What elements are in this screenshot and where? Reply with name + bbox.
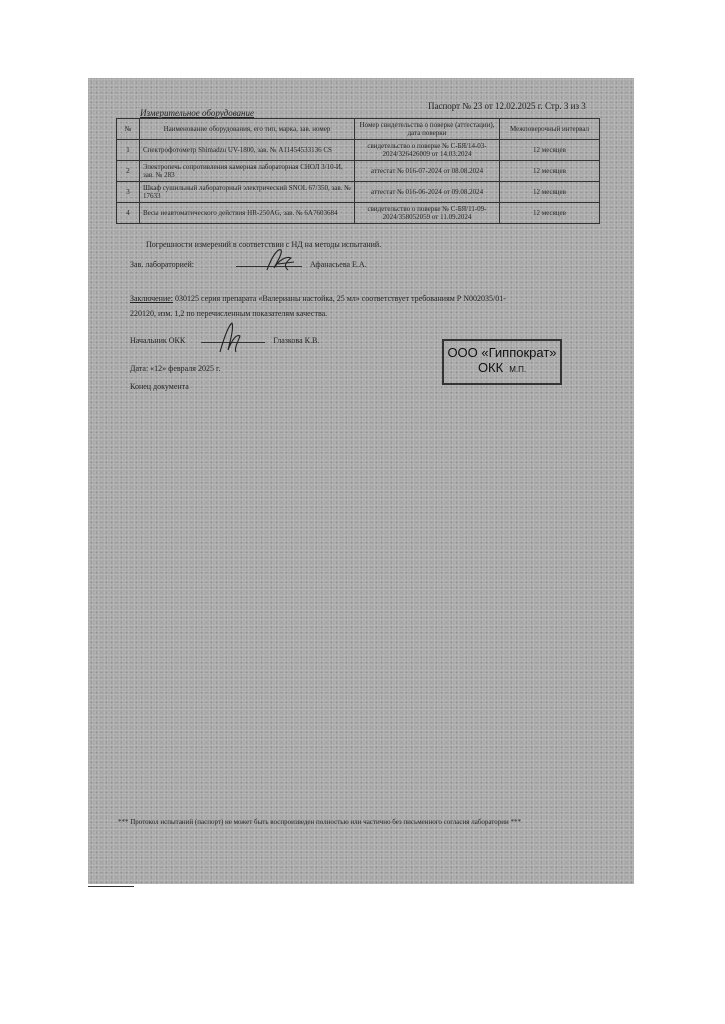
table-row <box>117 203 600 224</box>
column-header: № <box>117 119 140 140</box>
stamp-department-name: ОКК <box>477 360 504 375</box>
conclusion-text: 030125 серия препарата «Валерианы настойка, 25 мл» соответствует требованиям Р N002035/01- <box>173 294 506 303</box>
lab-head-label: Зав. лабораторией: <box>130 260 195 269</box>
footer-note: *** Протокол испытаний (паспорт) не может быть воспроизведен полностью или частично без письменного согласия лаборатории *** <box>118 818 522 826</box>
passport-reference: Паспорт № 23 от 12.02.2025 г. Стр. 3 из 3 <box>428 101 586 111</box>
certificate-info: свидетельство о поверке № С-БЯ/11-09-2024/358052059 от 11.09.2024 <box>355 203 500 224</box>
table-row <box>117 161 600 182</box>
verification-interval: 12 месяцев <box>500 161 600 182</box>
lab-head-name: Афанасьева Е.А. <box>310 260 367 269</box>
verification-interval: 12 месяцев <box>500 140 600 161</box>
column-header: Номер свидетельства о поверке (аттестации), дата поверки <box>355 119 500 140</box>
end-of-document: Конец документа <box>130 382 189 391</box>
conclusion-label: Заключение: <box>130 294 174 303</box>
equipment-name: Электропечь сопротивления камерная лабораторная СНОЛ 3/10-И, зав. № 283 <box>140 161 355 182</box>
verification-interval: 12 месяцев <box>500 203 600 224</box>
stamp-department <box>444 360 560 375</box>
equipment-name: Спектрофотометр Shimadzu UV-1800, зав. № A11454533136 CS <box>140 140 355 161</box>
row-number: 3 <box>117 182 140 203</box>
table-row <box>117 140 600 161</box>
certificate-info: аттестат № 016-07-2024 от 08.08.2024 <box>355 161 500 182</box>
accuracy-note: Погрешности измерений в соответствии с НД на методы испытаний. <box>146 240 382 249</box>
okk-head-name: Глазкова К.В. <box>273 336 320 345</box>
equipment-name: Шкаф сушильный лабораторный электрический SNOL 67/350, зав. № 17633 <box>140 182 355 203</box>
stamp-mark: М.П. <box>509 365 527 374</box>
equipment-name: Весы неавтоматического действия HR-250AG, зав. № 6A7603684 <box>140 203 355 224</box>
okk-head-label: Начальник ОКК <box>130 336 186 345</box>
table-row <box>117 182 600 203</box>
conclusion-line-1 <box>130 294 506 303</box>
stamp-company: ООО «Гиппократ» <box>447 345 557 360</box>
column-header: Наименование оборудования, его тип, марка, зав. номер <box>140 119 355 140</box>
conclusion-line-2: 220120, изм. 1,2 по перечисленным показателям качества. <box>130 309 328 318</box>
equipment-table <box>116 118 600 224</box>
table-header-row <box>117 119 600 140</box>
column-header: Межповерочный интервал <box>500 119 600 140</box>
date-line: Дата: «12» февраля 2025 г. <box>130 364 221 373</box>
lab-head-line <box>130 260 367 269</box>
verification-interval: 12 месяцев <box>500 182 600 203</box>
page-edge-line <box>88 886 134 887</box>
certificate-info: свидетельство о поверке № С-БЯ/14-03-2024/326426009 от 14.03.2024 <box>355 140 500 161</box>
section-title: Измерительное оборудование <box>140 108 255 118</box>
row-number: 4 <box>117 203 140 224</box>
okk-head-signature-icon <box>214 320 244 356</box>
certificate-info: аттестат № 016-06-2024 от 09.08.2024 <box>355 182 500 203</box>
lab-head-signature-icon <box>264 246 298 276</box>
row-number: 2 <box>117 161 140 182</box>
row-number: 1 <box>117 140 140 161</box>
company-stamp <box>442 339 562 385</box>
